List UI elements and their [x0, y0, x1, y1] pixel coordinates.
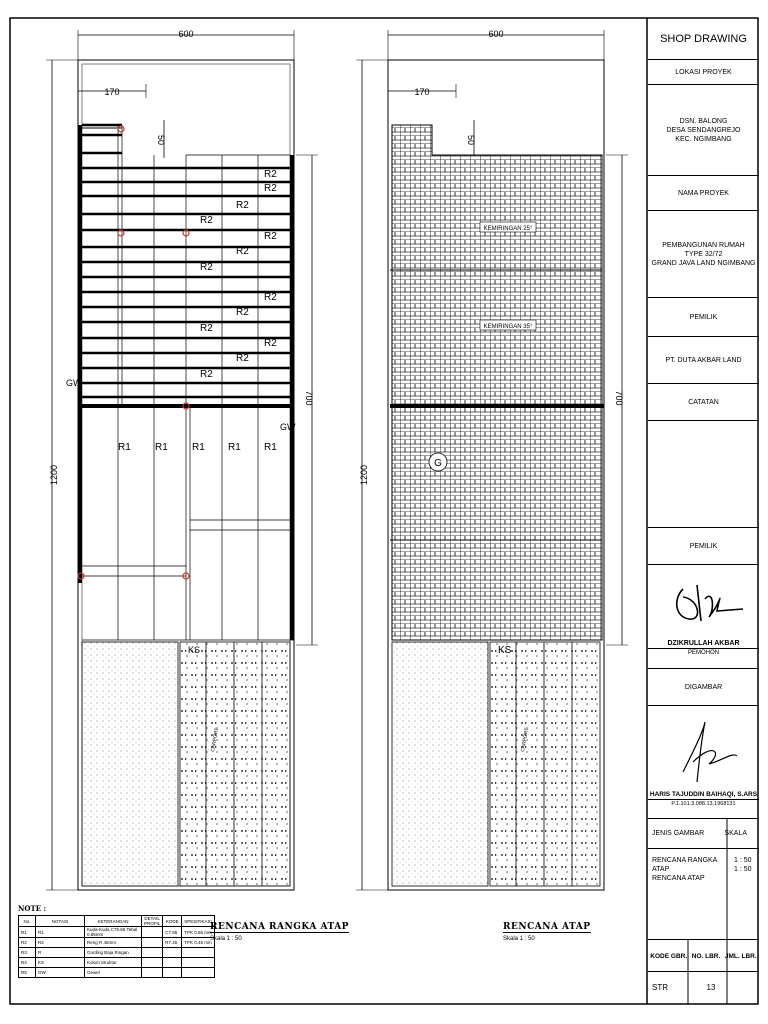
- title-block-header: SHOP DRAWING: [648, 19, 759, 60]
- left-drawing-title: RENCANA RANGKA ATAP: [210, 922, 349, 932]
- no-value: 13: [706, 982, 716, 992]
- label-r1: R1: [118, 442, 131, 453]
- note-header: NOTASI: [36, 916, 85, 927]
- label-r2: R2: [264, 292, 277, 303]
- right-plan: [356, 29, 628, 890]
- dim-170-left: 170: [104, 87, 120, 97]
- dim-700-left: 700: [304, 390, 314, 406]
- note-header: No.: [19, 916, 36, 927]
- no-label: NO. LBR.: [691, 952, 721, 960]
- kode-value: STR: [652, 982, 668, 992]
- pemohon-signature-area: [648, 565, 759, 669]
- note-header-row: [19, 916, 215, 927]
- label-r1: R1: [192, 442, 205, 453]
- lokasi-value: DSN. BALONG DESA SENDANGREJO KEC. NGIMBANG: [648, 85, 759, 176]
- jml-label: JML. LBR.: [724, 952, 757, 960]
- kode-values: [648, 972, 759, 1002]
- note-row: R5 GW Gewel: [19, 968, 215, 978]
- label-gw: GW: [66, 378, 82, 388]
- nama-proyek-label: NAMA PROYEK: [648, 176, 759, 211]
- dim-600-left: 600: [178, 29, 194, 39]
- pemilik-label-2: PEMILIK: [648, 528, 759, 565]
- dim-1200-right: 1200: [359, 464, 369, 486]
- label-g: G: [434, 458, 442, 469]
- skala-label: SKALA: [724, 830, 747, 837]
- signature-pemohon: [653, 569, 753, 639]
- nama-proyek-value: PEMBANGUNAN RUMAH TYPE 32/72 GRAND JAVA LAND NGIMBANG: [648, 211, 759, 298]
- note-header: KETERANGAN: [85, 916, 142, 927]
- note-row: R2 R2 Reng R 45mm R7.45 TPK 0.45 mm: [19, 938, 215, 948]
- note-row: R1 R1 Kuda-Kuda C75.65 Tebal 0.65mm C7.65 TPK 0.65 mm: [19, 927, 215, 938]
- label-r2: R2: [236, 353, 249, 364]
- label-carport: CARPORT: [520, 727, 531, 753]
- label-r1: R1: [264, 442, 277, 453]
- label-r2: R2: [200, 323, 213, 334]
- note-header: SPESIFIKASI: [182, 916, 215, 927]
- kode-header: [648, 941, 759, 972]
- note-header: KODE: [163, 916, 182, 927]
- catatan-area: [648, 421, 759, 528]
- label-r2: R2: [200, 215, 213, 226]
- label-r2: R2: [264, 338, 277, 349]
- label-r1: R1: [155, 442, 168, 453]
- drafter-id: P.1.101.3.088.13.1968131: [671, 801, 736, 807]
- pemilik-value: PT. DUTA AKBAR LAND: [648, 337, 759, 384]
- lokasi-label: LOKASI PROYEK: [648, 60, 759, 85]
- signature-drafter: [653, 712, 753, 792]
- digambar-label: DIGAMBAR: [648, 669, 759, 706]
- label-r1: R1: [228, 442, 241, 453]
- jenis-gambar-list: RENCANA RANGKA ATAP RENCANA ATAP 1 : 50 1 : 50: [648, 850, 759, 940]
- right-drawing-title: RENCANA ATAP: [503, 922, 591, 932]
- label-r2: R2: [200, 369, 213, 380]
- catatan-label: CATATAN: [648, 384, 759, 421]
- label-gw: GW: [280, 422, 296, 432]
- right-drawing-scale: Skala 1 : 50: [503, 936, 535, 942]
- label-kemiringan-25: KEMIRINGAN 25°: [483, 226, 533, 232]
- drafter-signature-area: [648, 706, 759, 819]
- label-ks: KS: [498, 645, 512, 656]
- dim-700-right: 700: [614, 390, 624, 406]
- left-plan: [46, 29, 318, 890]
- note-header: DETAIL PROFIL: [142, 916, 163, 927]
- dim-1200-left: 1200: [49, 464, 59, 486]
- note-table: [18, 915, 215, 978]
- dim-50-left: 50: [156, 134, 166, 146]
- label-r2: R2: [200, 262, 213, 273]
- label-r2: R2: [264, 169, 277, 180]
- label-r2: R2: [264, 183, 277, 194]
- note-title: NOTE :: [18, 904, 47, 913]
- label-kemiringan-35: KEMIRINGAN 35°: [483, 324, 533, 330]
- label-r2: R2: [236, 307, 249, 318]
- pemohon-role: PEMOHON: [687, 650, 719, 656]
- dim-50-right: 50: [466, 134, 476, 146]
- drafter-name: HARIS TAJUDDIN BAIHAQI, S.ARS: [649, 791, 758, 798]
- dim-600-right: 600: [488, 29, 504, 39]
- note-row: R3 R Gording Baja Ringan: [19, 948, 215, 958]
- pemohon-name: DZIKRULLAH AKBAR: [648, 639, 759, 649]
- label-r2: R2: [264, 231, 277, 242]
- jenis-gambar-header: [648, 819, 759, 849]
- label-r2: R2: [236, 200, 249, 211]
- note-row: R4 KS Kolom Struktur: [19, 958, 215, 968]
- label-r2: R2: [236, 246, 249, 257]
- dim-170-right: 170: [414, 87, 430, 97]
- kode-label: KODE GBR.: [650, 952, 688, 960]
- jenis-gambar-label: JENIS GAMBAR: [652, 830, 705, 837]
- pemilik-label: PEMILIK: [648, 298, 759, 337]
- left-drawing-scale: Skala 1 : 50: [210, 936, 242, 942]
